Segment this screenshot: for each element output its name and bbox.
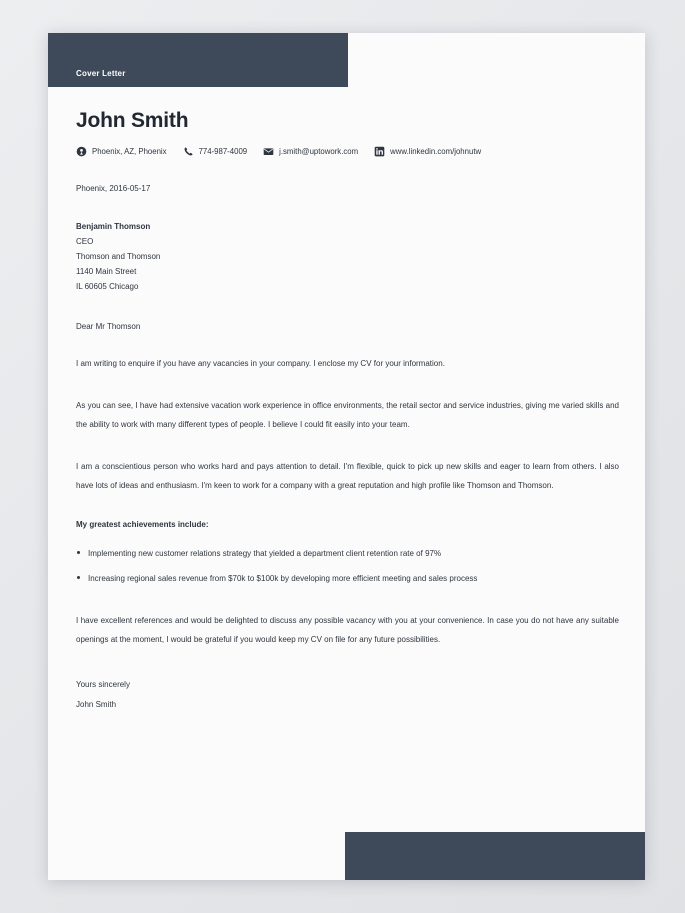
- signoff-block: [76, 675, 621, 715]
- footer-accent-bar: [345, 832, 645, 880]
- achievements-list: [76, 544, 621, 588]
- contact-email-text: j.smith@uptowork.com: [279, 147, 359, 156]
- contact-linkedin-text: www.linkedin.com/johnutw: [390, 147, 482, 156]
- applicant-name: John Smith: [76, 109, 189, 132]
- recipient-street: 1140 Main Street: [76, 267, 137, 276]
- cover-letter-document: [48, 33, 645, 880]
- closing-paragraph: I have excellent references and would be delighted to discuss any possible vacancy with you at your convenience. In case you do not have any suitable openings at the moment, I would be grateful if you would keep my CV on file for any future possibilities.: [76, 616, 619, 644]
- linkedin-icon: [374, 146, 385, 157]
- contact-linkedin: [374, 146, 481, 157]
- contact-phone-text: 774-987-4009: [198, 147, 248, 156]
- location-pin-icon: [76, 146, 87, 157]
- paragraph-1: I am writing to enquire if you have any vacancies in your company. I enclose my CV for your information.: [76, 359, 445, 368]
- recipient-name: Benjamin Thomson: [76, 222, 151, 231]
- list-item: Increasing regional sales revenue from $70k to $100k by developing more efficient meeting and sales process: [76, 569, 621, 588]
- envelope-icon: [263, 146, 274, 157]
- phone-icon: [183, 146, 194, 157]
- list-item: Implementing new customer relations strategy that yielded a department client retention rate of 97%: [76, 544, 621, 563]
- recipient-city: IL 60605 Chicago: [76, 282, 139, 291]
- contact-phone: [183, 146, 248, 157]
- achievements-heading: My greatest achievements include:: [76, 520, 209, 529]
- salutation: Dear Mr Thomson: [76, 322, 141, 331]
- header-accent-bar: [48, 33, 348, 87]
- signoff-phrase: Yours sincerely: [76, 680, 130, 689]
- recipient-block: [76, 219, 621, 294]
- letter-date: Phoenix, 2016-05-17: [76, 184, 151, 193]
- recipient-company: Thomson and Thomson: [76, 252, 161, 261]
- paragraph-2: As you can see, I have had extensive vacation work experience in office environments, the retail sector and service industries, giving me varied skills and the ability to work with many different types of people. I believe I could fit easily into your team.: [76, 401, 619, 429]
- signature-name: John Smith: [76, 700, 117, 709]
- contact-row: [76, 146, 621, 157]
- document-content: [76, 87, 621, 715]
- contact-location-text: Phoenix, AZ, Phoenix: [92, 147, 167, 156]
- contact-email: [263, 146, 358, 157]
- paragraph-3: I am a conscientious person who works hard and pays attention to detail. I'm flexible, quick to pick up new skills and eager to learn from others. I also have lots of ideas and enthusiasm. I'm keen to work for a company with a great reputation and high profile like Thomson and Thomson.: [76, 462, 619, 490]
- recipient-title: CEO: [76, 237, 94, 246]
- contact-location: [76, 146, 167, 157]
- document-type-label: Cover Letter: [76, 69, 126, 78]
